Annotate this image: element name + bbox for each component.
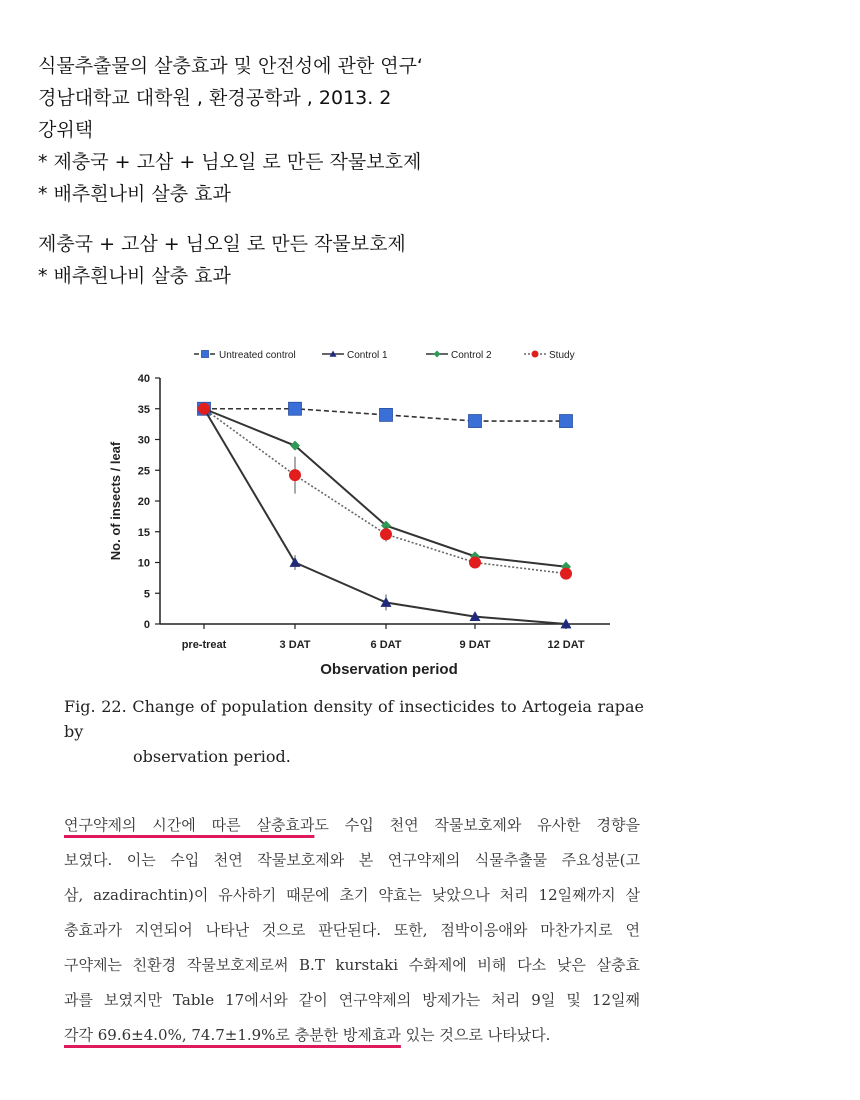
- data-point: [289, 402, 302, 415]
- thesis-affiliation: 경남대학교 대학원 , 환경공학과 , 2013. 2: [38, 87, 392, 109]
- chart-axes: [108, 373, 610, 678]
- y-tick-label: 35: [137, 403, 150, 416]
- x-tick-label: 6 DAT: [370, 639, 402, 651]
- series-line: [204, 409, 566, 624]
- summary-effect: * 배추흰나비 살충 효과: [38, 265, 231, 287]
- paragraph-line: 과를 보였지만 Table 17에서와 같이 연구약제의 방제가는 처리 9일 및 12일째: [64, 991, 640, 1009]
- paragraph-line: [64, 808, 640, 843]
- x-tick-label: pre-treat: [181, 639, 227, 651]
- chart-series: [198, 402, 573, 628]
- y-tick-label: 40: [137, 373, 150, 385]
- caption-line-2: observation period.: [133, 747, 291, 766]
- legend-marker: [532, 351, 539, 358]
- y-tick-label: 10: [137, 557, 150, 570]
- thesis-title: 식물추출물의 살충효과 및 안전성에 관한 연구‘: [38, 55, 423, 77]
- underlined-phrase: 각각 69.6±4.0%, 74.7±1.9%로 충분한 방제효과: [64, 1026, 401, 1044]
- series-line: [204, 409, 566, 574]
- x-tick-label: 12 DAT: [547, 639, 585, 651]
- x-tick-label: 3 DAT: [279, 639, 311, 651]
- y-tick-label: 25: [137, 465, 150, 478]
- x-axis-label: Observation period: [320, 661, 458, 678]
- y-tick-label: 15: [137, 526, 150, 539]
- paragraph-line: 구약제는 친환경 작물보호제로써 B.T kurstaki 수화제에 비해 다소 낮은 살충효: [64, 956, 640, 974]
- figure-caption: [64, 694, 644, 769]
- legend-label: Control 2: [451, 350, 492, 361]
- caption-line-1: Fig. 22. Change of population density of insecticides to Artogeia rapae by: [64, 697, 644, 741]
- data-point: [380, 528, 392, 540]
- legend-marker: [202, 351, 209, 358]
- y-tick-label: 30: [137, 434, 150, 447]
- chart-legend: [194, 350, 575, 361]
- series-control-1: [199, 403, 572, 628]
- data-point: [560, 568, 572, 580]
- paragraph-text: 도 수입 천연 작물보호제와 유사한 경향을: [314, 816, 640, 834]
- data-point: [380, 408, 393, 421]
- legend-marker: [434, 351, 441, 358]
- data-point: [289, 469, 301, 481]
- series-untreated-control: [198, 402, 573, 427]
- data-point: [290, 557, 301, 567]
- summary-ingredients: 제충국 + 고삼 + 님오일 로 만든 작물보호제: [38, 233, 406, 255]
- paragraph-line: [64, 1018, 640, 1053]
- note-ingredients: * 제충국 + 고삼 + 님오일 로 만든 작물보호제: [38, 151, 422, 173]
- paragraph-text: 있는 것으로 나타났다.: [400, 1026, 551, 1044]
- legend-label: Control 1: [347, 350, 388, 361]
- population-chart: [100, 336, 612, 682]
- thesis-author: 강위택: [38, 119, 94, 141]
- data-point: [560, 415, 573, 428]
- legend-label: Untreated control: [219, 350, 296, 361]
- data-point: [469, 557, 481, 569]
- y-tick-label: 20: [137, 496, 150, 508]
- underlined-phrase: 연구약제의 시간에 따른 살충효과: [64, 816, 315, 834]
- data-point: [381, 597, 392, 607]
- note-effect: * 배추흰나비 살충 효과: [38, 183, 231, 205]
- y-axis-label: No. of insects / leaf: [108, 441, 123, 561]
- paragraph-line: 충효과가 지연되어 나타난 것으로 판단된다. 또한, 점박이응애와 마찬가지로 연: [64, 921, 640, 939]
- intro-text: [38, 50, 798, 292]
- paragraph-line: 삼, azadirachtin)이 유사하기 때문에 초기 약효는 낮았으나 처리 12일째까지 살: [64, 886, 640, 904]
- result-paragraph: [64, 808, 640, 1053]
- y-tick-label: 0: [143, 619, 150, 631]
- legend-label: Study: [549, 350, 575, 361]
- x-tick-label: 9 DAT: [459, 639, 491, 651]
- series-line: [204, 409, 566, 567]
- paragraph-line: 보였다. 이는 수입 천연 작물보호제와 본 연구약제의 식물추출물 주요성분(고: [64, 851, 640, 869]
- data-point: [469, 415, 482, 428]
- data-point: [198, 403, 210, 415]
- y-tick-label: 5: [143, 588, 150, 601]
- series-control-2: [199, 404, 571, 572]
